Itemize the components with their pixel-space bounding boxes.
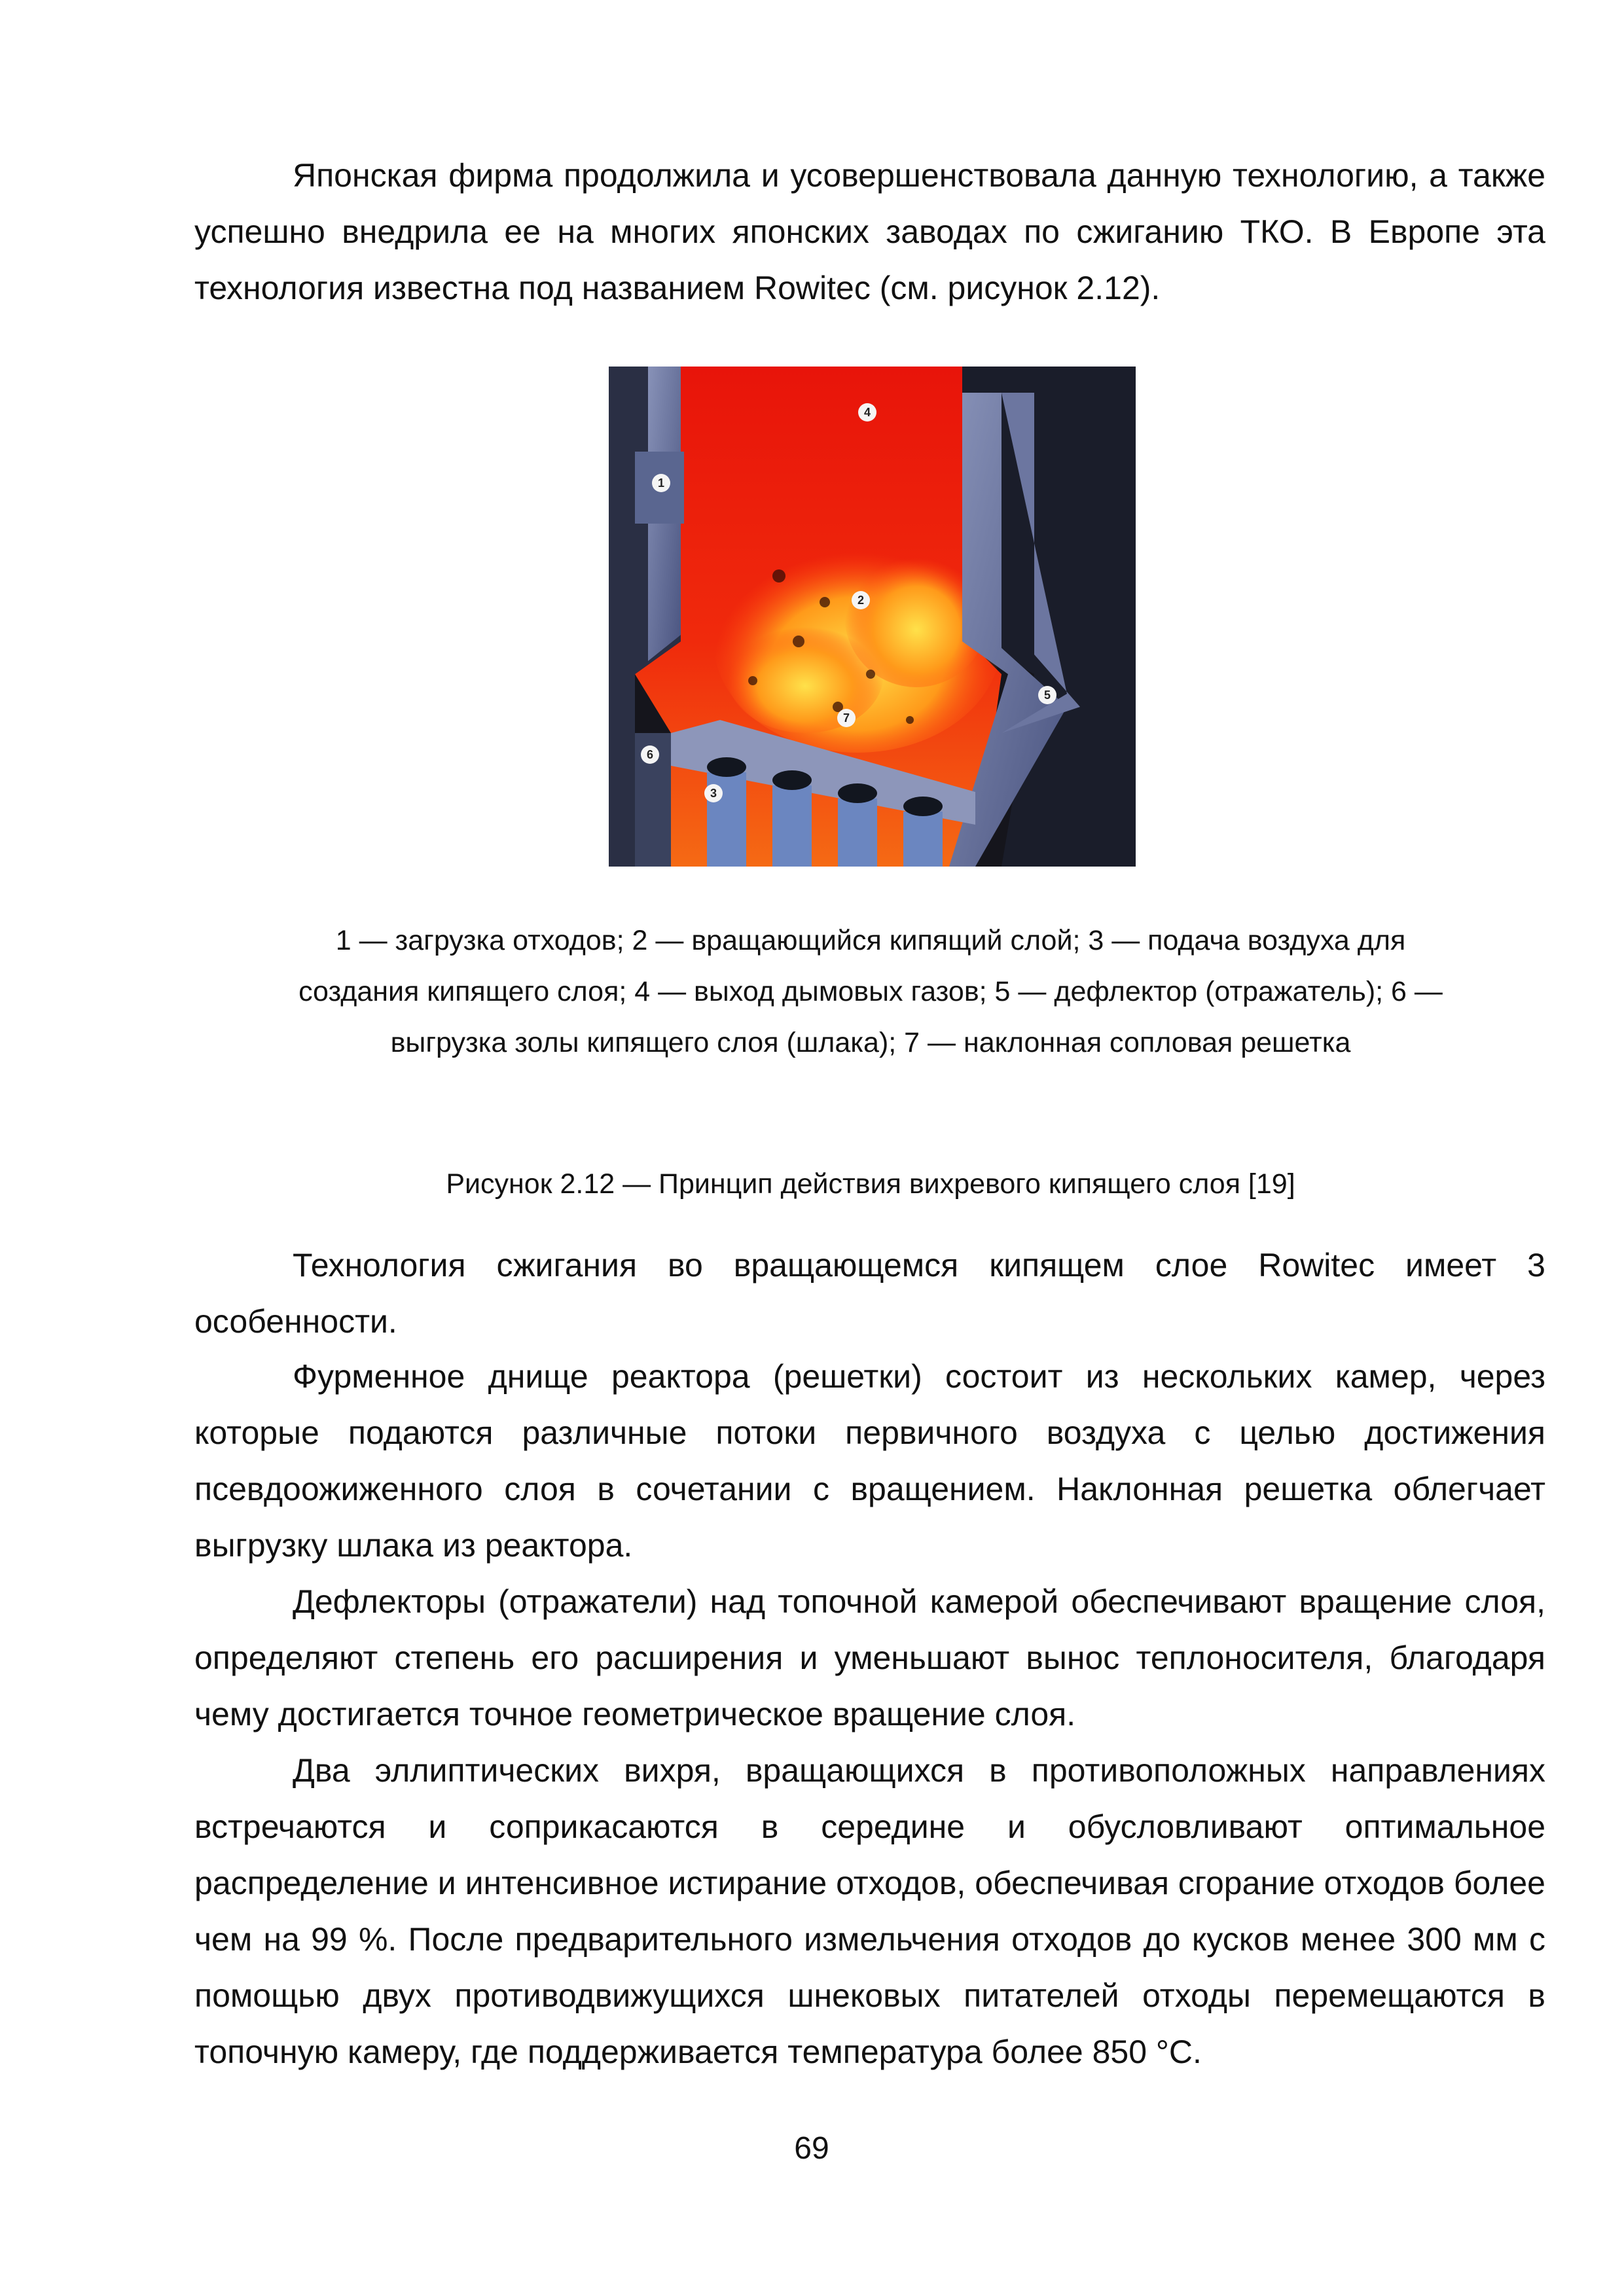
figure-caption: Рисунок 2.12 — Принцип действия вихревого кипящего слоя [19] (446, 1168, 1295, 1200)
paragraph-1: Технология сжигания во вращающемся кипящем слое Rowitec имеет 3 особенности. (194, 1247, 1545, 1340)
paragraph-intro: Японская фирма продолжила и усовершенствовала данную технологию, а также успешно внедрила ее на многих японских заводах по сжиганию ТКО. В Европе эта технология известна под названием Rowitec (см. рисунок 2.12). (194, 157, 1545, 306)
fluidized-bed-diagram (609, 367, 1136, 867)
marker-3: 3 (710, 787, 717, 800)
marker-6: 6 (646, 748, 654, 761)
paragraph-4: Два эллиптических вихря, вращающихся в противоположных направлениях встречаются и соприкасаются в середине и обусловливают оптимальное распределение и интенсивное истирание отходов, обеспечивая сгорание отходов более чем на 99 %. После предварительного измельчения отходов до кусков менее 300 мм с помощью двух противодвижущихся шнековых питателей отходы перемещаются в топочную камеру, где поддерживается температура более 850 °С. (194, 1752, 1545, 2070)
figure-legend: 1 — загрузка отходов; 2 — вращающийся кипящий слой; 3 — подача воздуха для создания кипящего слоя; 4 — выход дымовых газов; 5 — дефлектор (отражатель); 6 — выгрузка золы кипящего слоя (шлака); 7 — наклонная сопловая решетка (298, 925, 1443, 1058)
marker-4: 4 (863, 406, 871, 419)
marker-2: 2 (857, 594, 865, 607)
marker-5: 5 (1043, 689, 1051, 702)
paragraph-2: Фурменное днище реактора (решетки) состоит из нескольких камер, через которые подаются различные потоки первичного воздуха с целью достижения псевдоожиженного слоя в сочетании с вращением. Наклонная решетка облегчает выгрузку шлака из реактора. (194, 1358, 1545, 1564)
marker-7: 7 (842, 711, 850, 725)
marker-1: 1 (657, 476, 665, 490)
page-number: 69 (794, 2131, 829, 2166)
paragraph-3: Дефлекторы (отражатели) над топочной камерой обеспечивают вращение слоя, определяют степень его расширения и уменьшают вынос теплоносителя, благодаря чему достигается точное геометрическое вращение слоя. (194, 1583, 1545, 1732)
